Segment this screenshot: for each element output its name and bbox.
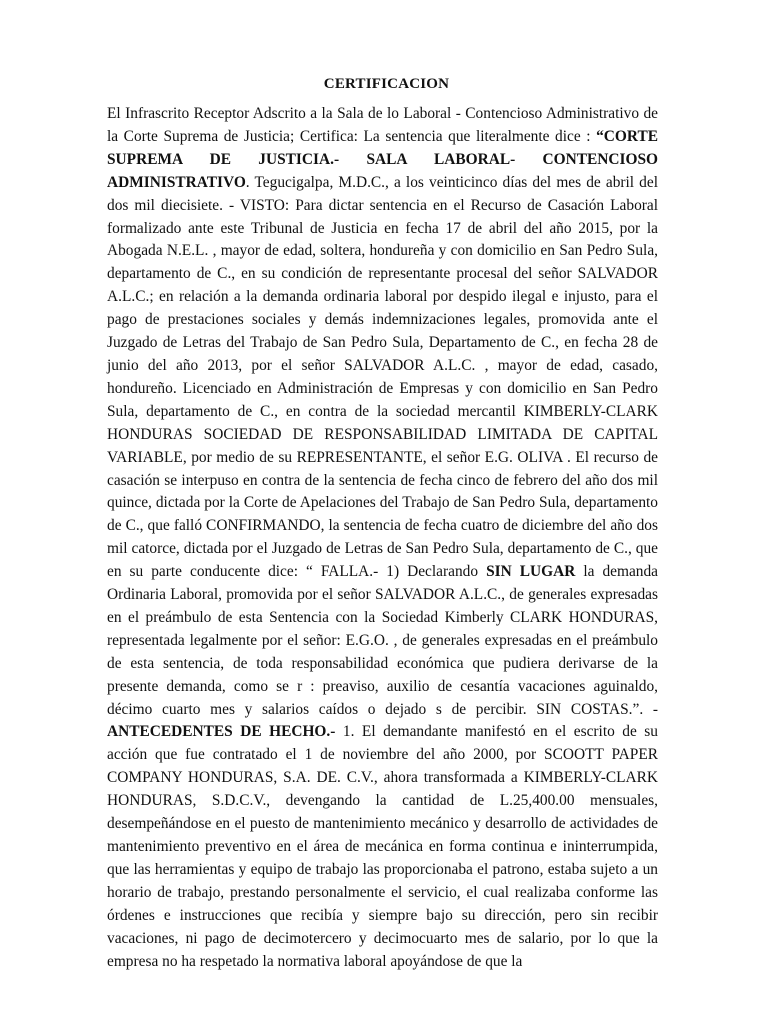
body-segment: 1. El demandante manifestó en el escrito de su acción que fue contratado el 1 de noviembre del año 2000, por SCOOTT PAPER COMPANY HONDURAS, S.A. DE. C.V., ahora transformada a KIMBERLY-CLARK HONDURAS, S.D.C.V., devengando la cantidad de L.25,400.00 mensuales, desempeñándose en el puesto de mantenimiento mecánico y desarrollo de actividades de mantenimiento preventivo en el área de mecánica en forma continua e ininterrumpida, que las herramientas y equipo de trabajo las proporcionaba el patrono, estaba sujeto a un horario de trabajo, prestando personalmente el servicio, el cual realizaba conforme las órdenes e instrucciones que recibía y siempre bajo su dirección, pero sin recibir vacaciones, ni pago de decimotercero y decimocuarto mes de salario, por lo que la empresa no ha respetado la normativa laboral apoyándose de que la (107, 723, 658, 970)
body-segment: . Tegucigalpa, M.D.C., a los veinticinco días del mes de abril del dos mil diecisiete. - VISTO: Para dictar sentencia en el Recurso de Casación Laboral formalizado ante este Tribunal de Justicia en fecha 17 de abril del año 2015, por la Abogada N.E.L. , mayor de edad, soltera, hondureña y con domicilio en San Pedro Sula, departamento de C., en su condición de representante procesal del señor SALVADOR A.L.C.; en relación a la demanda ordinaria laboral por despido ilegal e injusto, para el pago de prestaciones sociales y demás indemnizaciones legales, promovida ante el Juzgado de Letras del Trabajo de San Pedro Sula, Departamento de C., en fecha 28 de junio del año 2013, por el señor SALVADOR A.L.C. , mayor de edad, casado, hondureño. Licenciado en Administración de Empresas y con domicilio en San Pedro Sula, departamento de C., en contra de la sociedad mercantil KIMBERLY-CLARK HONDURAS SOCIEDAD DE RESPONSABILIDAD LIMITADA DE CAPITAL VARIABLE, por medio de su REPRESENTANTE, el señor E.G. OLIVA . El recurso de casación se interpuso en contra de la sentencia de fecha cinco de febrero del año dos mil quince, dictada por la Corte de Apelaciones del Trabajo de San Pedro Sula, departamento de C., que falló CONFIRMANDO, la sentencia de fecha cuatro de diciembre del año dos mil catorce, dictada por el Juzgado de Letras de San Pedro Sula, departamento de C., que en su parte conducente dice: “ FALLA.- 1) Declarando (107, 173, 658, 581)
body-segment: la demanda Ordinaria Laboral, promovida por el señor SALVADOR A.L.C., de generales expresadas en el preámbulo de esta Sentencia con la Sociedad Kimberly CLARK HONDURAS, representada legalmente por el señor: E.G.O. , de generales expresadas en el preámbulo de esta sentencia, de toda responsabilidad económica que pudiera derivarse de la presente demanda, como se r : preaviso, auxilio de cesantía vacaciones aguinaldo, décimo cuarto mes y salarios caídos o dejado s de percibir. SIN COSTAS.”. - (107, 563, 659, 718)
document-title: CERTIFICACION (323, 76, 450, 92)
body-segment: El Infrascrito Receptor Adscrito a la Sala de lo Laboral - Contencioso Administrativo de la Corte Suprema de Justicia; Certifica: La sentencia que literalmente dice : (107, 105, 658, 145)
body-segment-bold: ANTECEDENTES DE HECHO.- (107, 723, 336, 741)
body-segment-bold: SIN LUGAR (486, 563, 576, 581)
document-body (107, 103, 658, 973)
body-segment-bold: “CORTE SUPREMA DE JUSTICIA.- SALA LABORAL- CONTENCIOSO ADMINISTRATIVO (107, 127, 658, 191)
